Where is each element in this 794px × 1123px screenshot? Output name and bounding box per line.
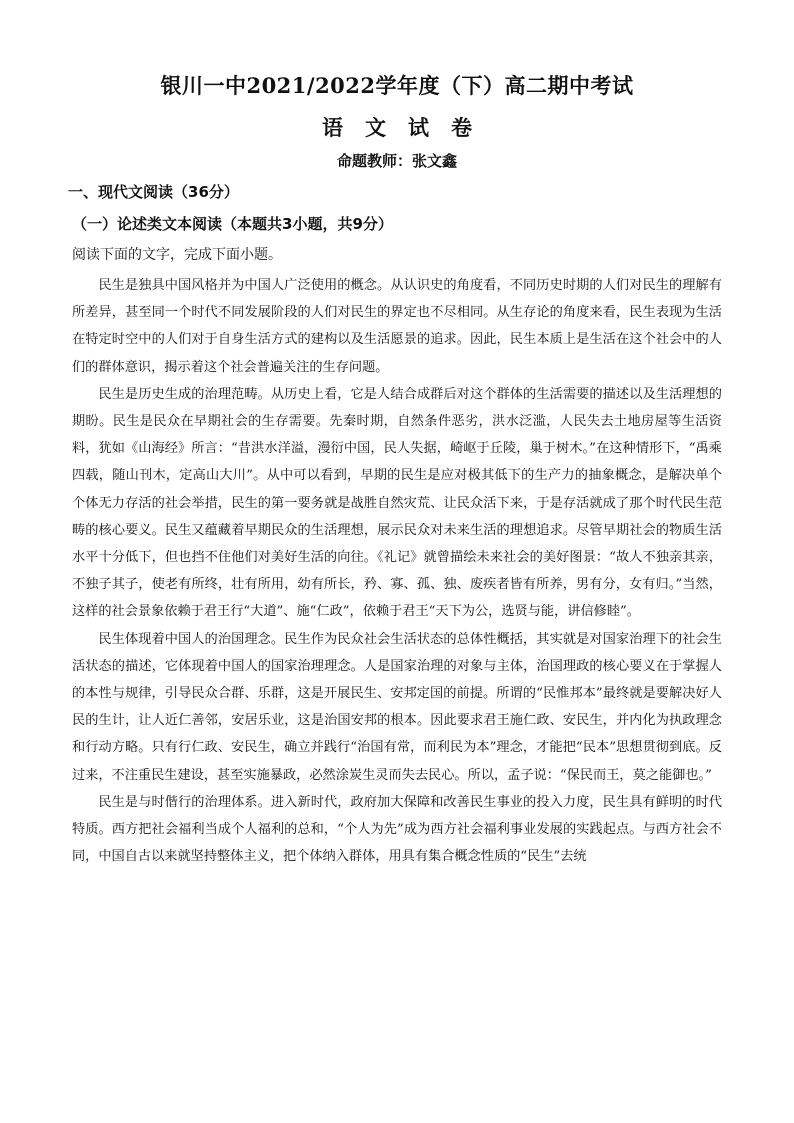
paper-subtitle [0, 112, 794, 142]
subtitle-char: 文 [365, 115, 386, 140]
passage-paragraph: 民生是历史生成的治理范畴。从历史上看，它是人结合成群后对这个群体的生活需要的描述以及生活理想的期盼。民生是民众在早期社会的生存需要。先秦时期，自然条件恶劣，洪水泛滥，人民失去土地房屋等生活资料，犹如《山海经》所言：“昔洪水洋溢，漫衍中国，民人失据，崎岖于丘陵，巢于树木。”在这种情形下，“禹乘四载，随山刊木，定高山大川”。从中可以看到，早期的民生是应对极其低下的生产力的抽象概念，是解决单个个体无力存活的社会举措，民生的第一要务就是战胜自然灾荒、让民众活下来，于是存活就成了那个时代民生范畴的核心要义。民生又蕴藏着早期民众的生活理想，展示民众对未来生活的理想追求。尽管早期社会的物质生活水平十分低下，但也挡不住他们对美好生活的向往。《礼记》就曾描绘未来社会的美好图景：“故人不独亲其亲，不独子其子，使老有所终，壮有所用，幼有所长，矜、寡、孤、独、废疾者皆有所养，男有分，女有归。”当然，这样的社会景象依赖于君王行“大道”、施“仁政”，依赖于君王“天下为公，选贤与能，讲信修睦”。 [72, 386, 722, 620]
section-heading: 一、现代文阅读（36分） [68, 183, 239, 201]
passage-paragraph: 民生体现着中国人的治国理念。民生作为民众社会生活状态的总体性概括，其实就是对国家治理下的社会生活状态的描述，它体现着中国人的国家治理理念。人是国家治理的对象与主体，治国理政的核心要义在于掌握人的本性与规律，引导民众合群、乐群，这是开展民生、安邦定国的前提。所谓的“民惟邦本”最终就是要解决好人民的生计，让人近仁善邻，安居乐业，这是治国安邦的根本。因此要求君王施仁政、安民生，并内化为执政理念和行动方略。只有行仁政、安民生，确立并践行“治国有常，而利民为本”理念，才能把“民本”思想贯彻到底。反过来，不注重民生建设，甚至实施暴政，必然涂炭生灵而失去民心。所以，孟子说：“保民而王，莫之能御也。” [72, 631, 722, 783]
author-line: 命题教师：张文鑫 [336, 152, 457, 170]
subtitle-char: 卷 [451, 115, 472, 140]
reading-instruction: 阅读下面的文字，完成下面小题。 [72, 247, 282, 263]
passage-paragraph: 民生是与时偕行的治理体系。进入新时代，政府加大保障和改善民生事业的投入力度，民生具有鲜明的时代特质。西方把社会福利当成个人福利的总和，“个人为先”成为西方社会福利事业发展的实践起点。与西方社会不同，中国自古以来就坚持整体主义，把个体纳入群体，用具有集合概念性质的“民生”去统 [72, 794, 722, 865]
subtitle-char: 试 [408, 115, 429, 140]
section-subheading: （一）论述类文本阅读（本题共3小题，共9分） [72, 215, 393, 233]
passage-paragraph: 民生是独具中国风格并为中国人广泛使用的概念。从认识史的角度看，不同历史时期的人们对民生的理解有所差异，甚至同一个时代不同发展阶段的人们对民生的界定也不尽相同。从生存论的角度来看，民生表现为生活在特定时空中的人们对于自身生活方式的建构以及生活愿景的追求。因此，民生本质上是生活在这个社会中的人们的群体意识，揭示着这个社会普遍关注的生存问题。 [72, 278, 722, 375]
exam-title: 银川一中2021/2022学年度（下）高二期中考试 [160, 73, 634, 98]
reading-passage [72, 272, 722, 870]
subtitle-char: 语 [322, 115, 343, 140]
